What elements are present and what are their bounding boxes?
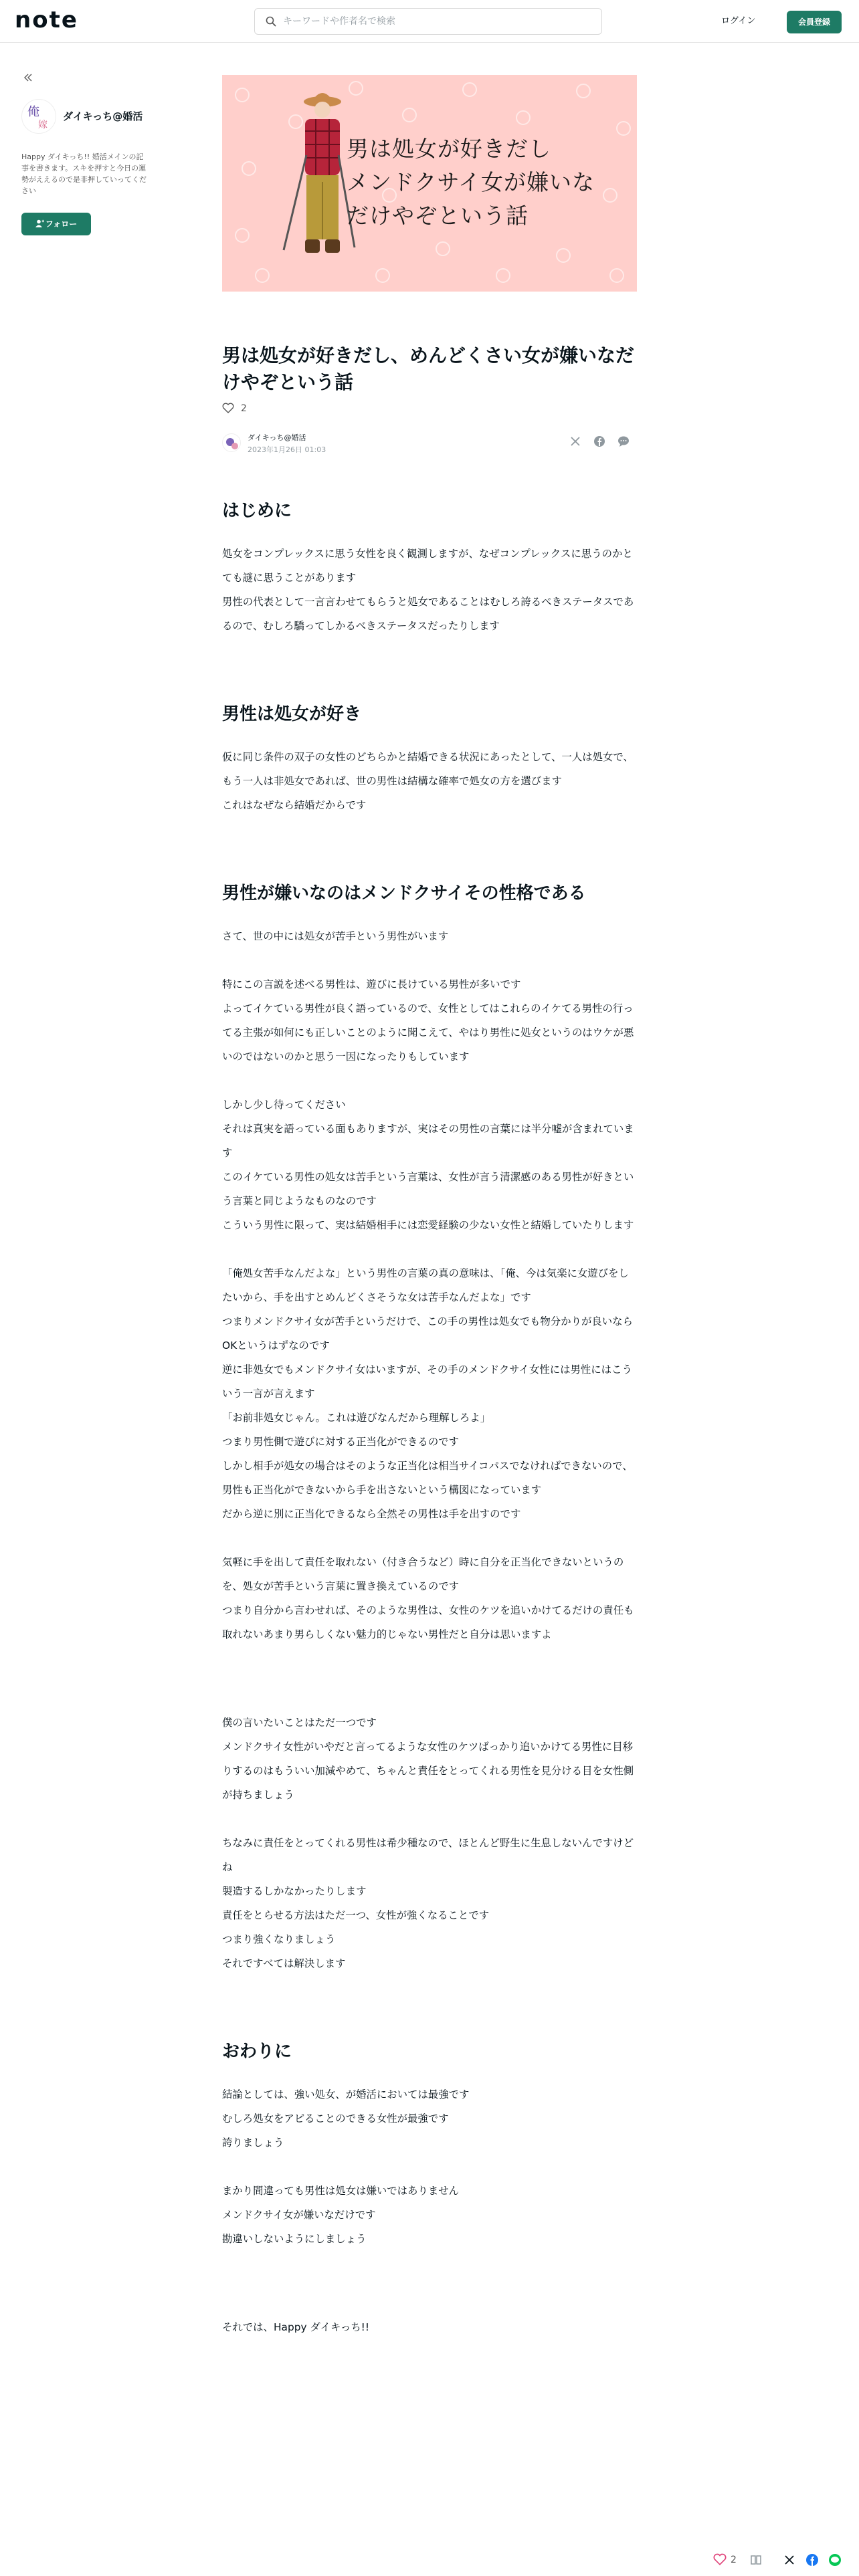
x-icon[interactable] (783, 2553, 796, 2567)
follow-label: フォロー (45, 219, 78, 229)
section-heading: はじめに (222, 501, 292, 521)
body-paragraph: しかし少し待ってください (222, 1099, 346, 1111)
body-paragraph: ちなみに責任をとってくれる男性は希少種なので、ほとんど野生に生息しないんですけどね (222, 1837, 634, 1873)
eyecatch-line: メンドクサイ女が嫌いな (347, 169, 595, 195)
body-paragraph: つまり男性側で遊びに対する正当化ができるのです (222, 1436, 459, 1448)
body-paragraph: さて、世の中には処女が苦手という男性がいます (222, 930, 449, 942)
body-paragraph: 男性の代表として一言言わせてもらうと処女であることはむしろ誇るべきステータスであるので、むしろ驕ってしかるべきステータスだったりします (222, 596, 634, 632)
body-paragraph: 責任をとらせる方法はただ一つ、女性が強くなることです (222, 1909, 490, 1921)
eyecatch-line: 男は処女が好きだし (347, 136, 551, 162)
body-paragraph: 結論としては、強い処女、が婚活においては最強です (222, 2088, 470, 2101)
publish-date: 2023年1月26日 01:03 (248, 445, 326, 454)
like-button[interactable] (222, 403, 247, 414)
body-paragraph: つまり強くなりましょう (222, 1933, 336, 1945)
body-paragraph: こういう男性に限って、実は結婚相手には恋愛経験の少ない女性と結婚していたりします (222, 1219, 634, 1231)
eyecatch-image (222, 75, 637, 292)
search-icon (266, 16, 276, 27)
line-icon[interactable] (828, 2553, 842, 2567)
login-link[interactable]: ログイン (721, 16, 756, 26)
body-paragraph: しかし相手が処女の場合はそのような正当化は相当サイコパスでなければできないので、男性も正当化ができないから手を出さないという構図になっています (222, 1460, 633, 1496)
eyecatch-line: だけやぞという話 (347, 203, 529, 229)
svg-text:嫁: 嫁 (38, 120, 47, 130)
x-icon[interactable] (569, 435, 582, 448)
heart-icon (222, 403, 234, 413)
comment-icon[interactable] (617, 435, 630, 448)
facebook-icon[interactable] (805, 2553, 819, 2567)
body-paragraph: 「お前非処女じゃん。これは遊びなんだから理解しろよ」 (222, 1412, 491, 1424)
article-title: 男は処女が好きだし、めんどくさい女が嫌いなだけやぞという話 (222, 344, 635, 393)
body-paragraph: 僕の言いたいことはただ一つです (222, 1717, 377, 1729)
body-paragraph: よってイケている男性が良く語っているので、女性としてはこれらのイケてる男性の行ってる主張が如何にも正しいことのように聞こえて、やはり男性に処女というのはウケが悪いのではないのかと思う一因になったりもしています (222, 1002, 634, 1063)
author-description: Happy ダイキっち!! 婚活メインの記事を書きます。スキを押すと今日の運勢がええるので是非押していってください (21, 152, 147, 195)
body-paragraph: 勘違いしないようにしましょう (222, 2233, 367, 2245)
signup-button[interactable]: 会員登録 (787, 11, 842, 33)
body-paragraph: それは真実を語っている面もありますが、実はその男性の言葉には半分嘘が含まれています (222, 1123, 634, 1159)
magazine-icon[interactable] (749, 2553, 763, 2567)
collapse-icon[interactable] (23, 72, 36, 86)
body-paragraph: 仮に同じ条件の双子の女性のどちらかと結婚できる状況にあったとして、一人は処女で、もう一人は非処女であれば、世の男性は結構な確率で処女の方を選びます (222, 751, 634, 787)
note-logo[interactable]: note (15, 7, 78, 33)
section-heading: 男性が嫌いなのはメンドクサイその性格である (222, 883, 586, 903)
body-paragraph: メンドクサイ女が嫌いなだけです (222, 2209, 376, 2221)
closing-line: それでは、Happy ダイキっち!! (222, 2321, 370, 2333)
body-paragraph: だから逆に別に正当化できるなら全然その男性は手を出すのです (222, 1508, 521, 1520)
article-body (222, 499, 637, 2339)
body-paragraph: 気軽に手を出して責任を取れない（付き合うなど）時に自分を正当化できないというのを、処女が苦手という言葉に置き換えているのです (222, 1556, 624, 1592)
body-paragraph: 特にこの言説を述べる男性は、遊びに長けている男性が多いです (222, 978, 521, 990)
body-paragraph: メンドクサイ女性がいやだと言ってるような女性のケツばっかり追いかけてる男性に目移りするのはもういい加減やめて、ちゃんと責任をとってくれる男性を見分ける目を女性側が持ちましょう (222, 1741, 634, 1801)
person-plus-icon (35, 219, 44, 227)
sidebar-author-name[interactable]: ダイキっち@婚活 (63, 110, 143, 122)
follow-button[interactable] (21, 213, 91, 235)
heart-icon (713, 2553, 727, 2565)
svg-text:俺: 俺 (27, 105, 39, 119)
meta-author-name[interactable]: ダイキっち@婚活 (248, 433, 306, 442)
body-paragraph: これはなぜなら結婚だからです (222, 799, 367, 811)
bottom-like-button[interactable] (713, 2553, 737, 2565)
search-box[interactable] (254, 8, 602, 35)
body-paragraph: つまりメンドクサイ女が苦手というだけで、この手の男性は処女でも物分かりが良いならOKというはずなのです (222, 1315, 633, 1352)
eyecatch-text (347, 132, 628, 233)
body-paragraph: このイケている男性の処女は苦手という言葉は、女性が言う清潔感のある男性が好きという言葉と同じようなものなのです (222, 1171, 634, 1207)
body-paragraph: つまり自分から言わせれば、そのような男性は、女性のケツを追いかけてるだけの責任も取れないあまり男らしくない魅力的じゃない男性だと自分は思いますよ (222, 1604, 634, 1640)
body-paragraph: 製造するしかなかったりします (222, 1885, 367, 1897)
body-paragraph: まかり間違っても男性は処女は嫌いではありません (222, 2185, 459, 2197)
character-illustration (284, 93, 355, 253)
site-header (0, 0, 859, 43)
body-paragraph: むしろ処女をアピることのできる女性が最強です (222, 2113, 449, 2125)
section-heading: 男性は処女が好き (222, 704, 362, 724)
bottom-action-bar (0, 2544, 859, 2576)
section-heading: おわりに (222, 2042, 292, 2062)
bottom-like-count: 2 (731, 2555, 737, 2565)
body-paragraph: 「俺処女苦手なんだよな」という男性の言葉の真の意味は、「俺、今は気楽に女遊びをしたいから、手を出すとめんどくさそうな女は苦手なんだよな」です (222, 1267, 629, 1303)
body-paragraph: それですべては解決します (222, 1957, 346, 1969)
body-paragraph: 逆に非処女でもメンドクサイ女はいますが、その手のメンドクサイ女性には男性にはこういう一言が言えます (222, 1364, 632, 1400)
meta-avatar[interactable] (222, 433, 241, 452)
body-paragraph: 処女をコンプレックスに思う女性を良く観測しますが、なぜコンプレックスに思うのかとても謎に思うことがあります (222, 548, 633, 584)
search-input[interactable] (283, 9, 591, 34)
body-paragraph: 誇りましょう (222, 2137, 284, 2149)
facebook-icon[interactable] (593, 435, 606, 448)
like-count: 2 (241, 403, 247, 414)
author-avatar[interactable] (21, 99, 56, 134)
